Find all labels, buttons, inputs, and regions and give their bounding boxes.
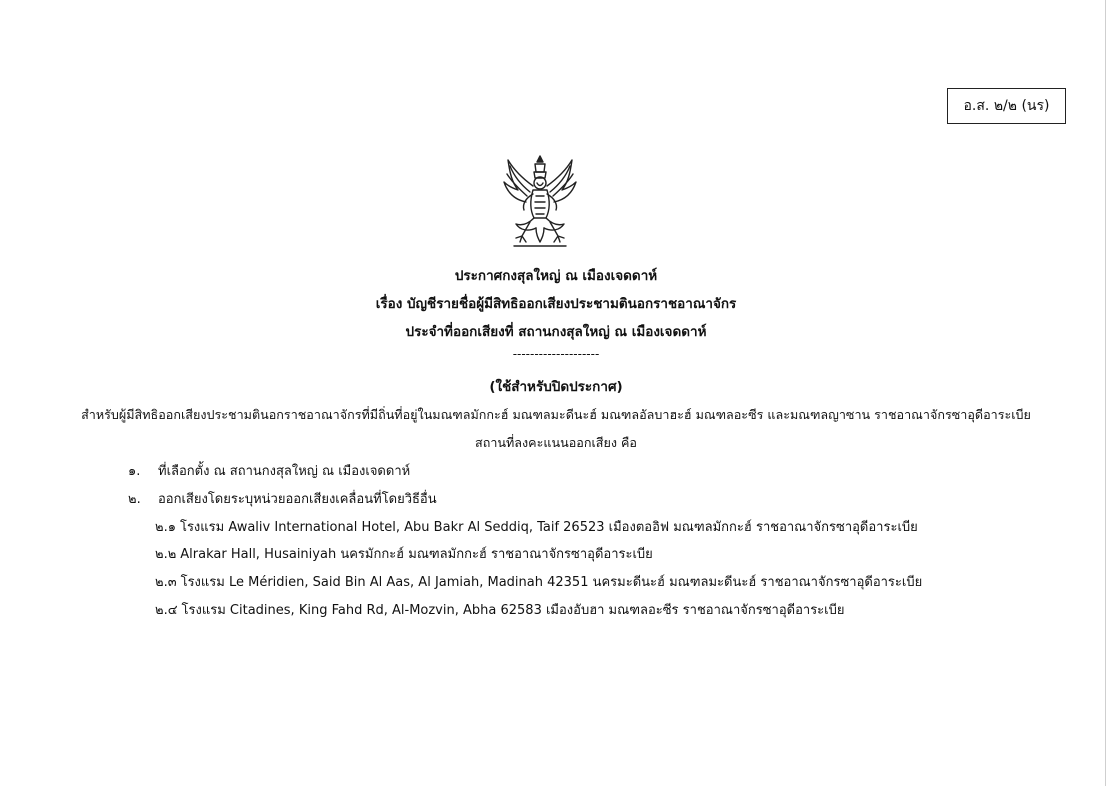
sub-list-item-text: Alrakar Hall, Husainiyah นครมักกะฮ์ มณฑลมักกะฮ์ ราชอาณาจักรซาอุดีอาระเบีย [180,547,653,562]
heading-line-3: ประจำที่ออกเสียงที่ สถานกงสุลใหญ่ ณ เมืองเจดดาห์ [405,324,707,340]
sub-list-item [155,599,844,620]
sub-list-item [155,516,918,537]
sub-list-item-text: โรงแรม Le Méridien, Said Bin Al Aas, Al Jamiah, Madinah 42351 นครมะดีนะฮ์ มณฑลมะดีนะฮ์ ราชอาณาจักรซาอุดีอาระเบีย [180,575,923,590]
heading-subject: เรื่อง บัญชีรายชื่อผู้มีสิทธิออกเสียงประชามตินอกราชอาณาจักร [375,296,737,312]
intro-line-2: สถานที่ลงคะแนนออกเสียง คือ [475,435,637,450]
form-code-text: อ.ส. ๒/๒ (นร) [963,98,1050,114]
heading-separator: -------------------- [512,347,600,361]
heading-purpose: (ใช้สำหรับปิดประกาศ) [489,379,623,395]
sub-list-item-text: โรงแรม Awaliv International Hotel, Abu Bakr Al Seddiq, Taif 26523 เมืองตออิฟ มณฑลมักกะฮ์ ราชอาณาจักรซาอุดีอาระเบีย [179,520,918,535]
list-item [128,488,437,509]
heading-line-1: ประกาศกงสุลใหญ่ ณ เมืองเจดดาห์ [454,268,658,284]
form-code-box [947,88,1066,124]
sub-list-item [155,543,653,564]
list-item-number: ๒. [128,492,141,507]
sub-list-item [155,571,922,592]
intro-line-1: สำหรับผู้มีสิทธิออกเสียงประชามตินอกราชอาณาจักรที่มีถิ่นที่อยู่ในมณฑลมักกะฮ์ มณฑลมะดีนะฮ์ มณฑลอัลบาฮะฮ์ มณฑลอะซีร และมณฑลญาซาน ราชอาณาจักรซาอุดีอาระเบีย [81,407,1031,422]
list-item-number: ๑. [128,464,141,479]
garuda-emblem-icon [500,152,580,250]
sub-list-item-text: โรงแรม Citadines, King Fahd Rd, Al-Mozvin, Abha 62583 เมืองอับฮา มณฑลอะซีร ราชอาณาจักรซาอุดีอาระเบีย [181,603,845,618]
scan-edge-line [1105,0,1106,786]
sub-list-item-number: ๒.๔ [155,603,178,618]
sub-list-item-number: ๒.๒ [155,547,177,562]
list-item-text: ที่เลือกตั้ง ณ สถานกงสุลใหญ่ ณ เมืองเจดดาห์ [158,464,411,479]
sub-list-item-number: ๒.๓ [155,575,177,590]
list-item [128,460,410,481]
sub-list-item-number: ๒.๑ [155,520,176,535]
list-item-text: ออกเสียงโดยระบุหน่วยออกเสียงเคลื่อนที่โดยวิธีอื่น [158,492,437,507]
